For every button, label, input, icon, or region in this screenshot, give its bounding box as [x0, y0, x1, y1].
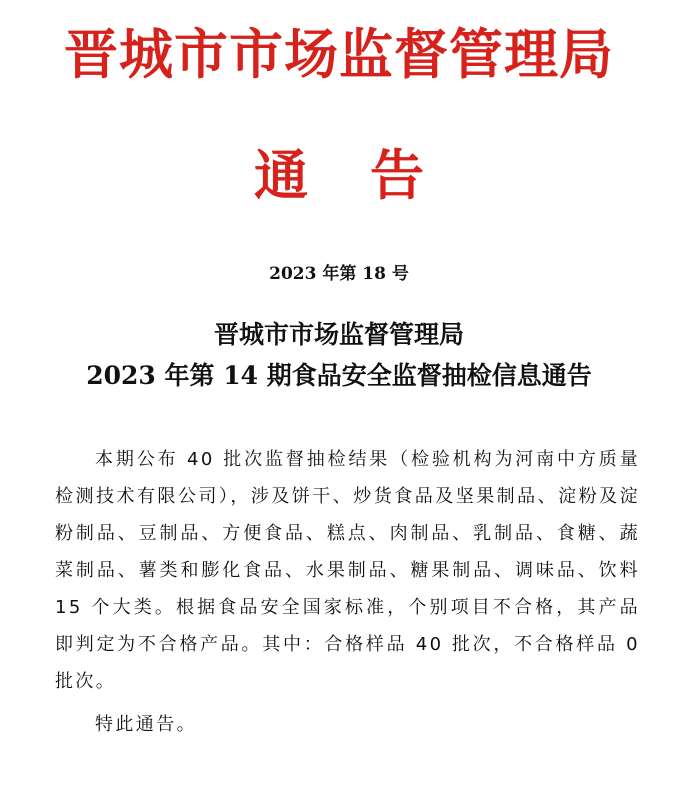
organization-red-header: 晋城市市场监督管理局	[64, 22, 614, 86]
notice-title	[0, 143, 678, 207]
document-heading-line-1: 晋城市市场监督管理局	[213, 320, 464, 349]
document-number: 2023 年第 18 号	[269, 264, 409, 284]
body-paragraph: 本期公布 40 批次监督抽检结果（检验机构为河南中方质量检测技术有限公司），涉及饼干、炒货食品及坚果制品、淀粉及淀粉制品、豆制品、方便食品、糕点、肉制品、乳制品、食糖、蔬菜制品、薯类和膨化食品、水果制品、糖果制品、调味品、饮料 15 个大类。根据食品安全国家标准，个别项目不合格，其产品即判定为不合格产品。其中：合格样品 40 批次，不合格样品 0 批次。	[55, 449, 640, 692]
closing-text: 特此通告。	[95, 714, 197, 735]
notice-title-char-1: 通	[254, 143, 308, 207]
document-heading-line-2: 2023 年第 14 期食品安全监督抽检信息通告	[86, 361, 592, 390]
notice-title-char-2: 告	[370, 143, 424, 207]
